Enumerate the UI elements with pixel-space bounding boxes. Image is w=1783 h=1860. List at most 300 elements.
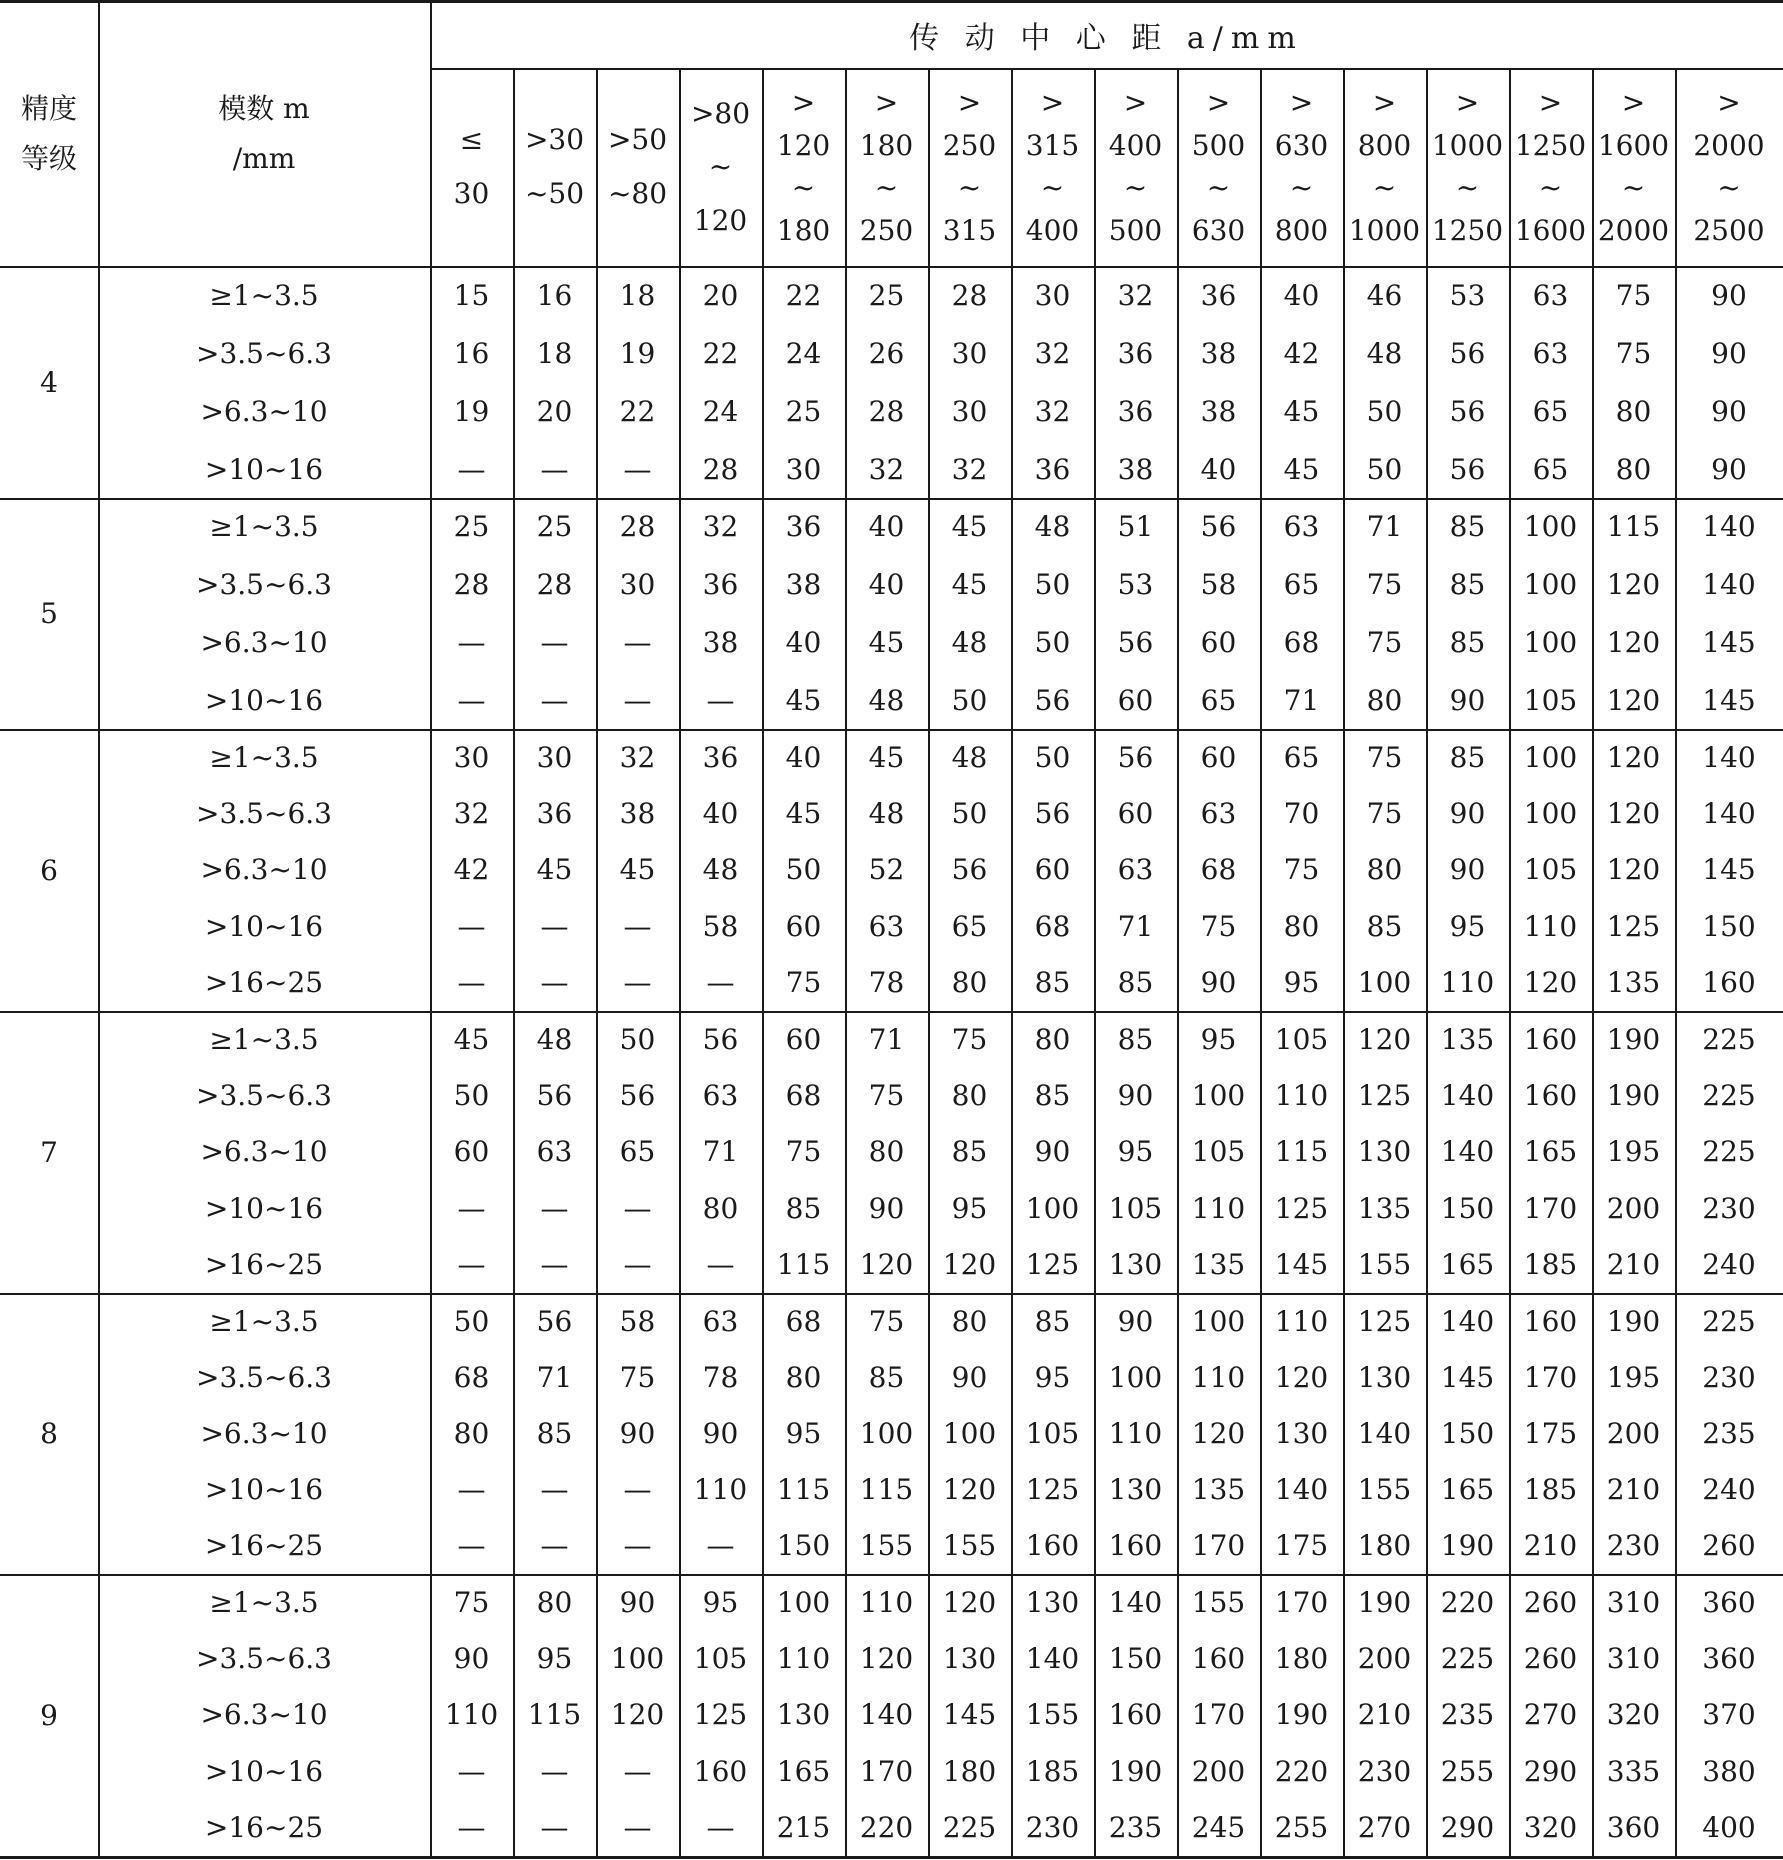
value-list: [1260, 266, 1343, 498]
range-header-part: >30: [524, 123, 585, 156]
tolerance-value: 210: [1357, 1698, 1412, 1732]
value-column: [1094, 729, 1177, 1011]
tolerance-value: 105: [1523, 853, 1578, 887]
range-header-part: 1600: [1514, 214, 1587, 248]
tolerance-value: 45: [868, 625, 905, 659]
value-list: [430, 729, 513, 1011]
tolerance-value: 42: [453, 853, 490, 887]
range-header-part: >: [1455, 85, 1480, 119]
range-header-part: >: [874, 85, 899, 119]
tolerance-value: 56: [536, 1079, 573, 1113]
value-column: [679, 1574, 762, 1856]
value-list: [928, 266, 1011, 498]
module-range: ≥1~3.5: [209, 1304, 319, 1338]
tolerance-value: 68: [1283, 625, 1320, 659]
tolerance-value: 63: [1283, 510, 1320, 544]
tolerance-value: 60: [785, 1022, 822, 1056]
module-range: ≥1~3.5: [209, 1022, 319, 1056]
tolerance-value: 230: [1702, 1191, 1756, 1225]
tolerance-value: —: [457, 683, 486, 717]
value-column: [679, 1011, 762, 1293]
table-column-rule: [1094, 68, 1096, 1858]
value-list: [928, 1574, 1011, 1856]
range-header-part: ~: [1538, 171, 1563, 205]
value-list: [1177, 498, 1260, 729]
tolerance-value: 20: [536, 394, 573, 428]
range-header-part: ≤: [459, 123, 484, 156]
value-column: [596, 498, 679, 729]
tolerance-value: 155: [1357, 1248, 1412, 1282]
tolerance-value: 60: [1117, 683, 1154, 717]
range-header-part: 30: [453, 177, 490, 210]
tolerance-value: 80: [702, 1191, 739, 1225]
tolerance-value: 160: [1523, 1022, 1578, 1056]
tolerance-value: 170: [1274, 1585, 1329, 1619]
tolerance-value: 63: [1532, 336, 1569, 370]
value-list: [1343, 1011, 1426, 1293]
tolerance-value: 75: [1615, 336, 1652, 370]
range-header-part: 1000: [1431, 128, 1504, 162]
tolerance-value: 18: [536, 336, 573, 370]
tolerance-value: 63: [1532, 278, 1569, 312]
tolerance-value: 75: [1200, 909, 1237, 943]
value-list: [1675, 1293, 1783, 1574]
tolerance-value: 110: [859, 1585, 914, 1619]
module-range: >3.5~6.3: [196, 1642, 332, 1676]
tolerance-value: 25: [868, 278, 905, 312]
value-list: [1260, 729, 1343, 1011]
tolerance-value: 135: [1357, 1191, 1412, 1225]
tolerance-value: 130: [1357, 1360, 1412, 1394]
tolerance-value: 140: [1025, 1642, 1080, 1676]
tolerance-value: 45: [951, 568, 988, 602]
value-column: [1592, 1011, 1675, 1293]
tolerance-value: —: [457, 1529, 486, 1563]
tolerance-value: 68: [453, 1360, 490, 1394]
tolerance-value: 60: [1200, 740, 1237, 774]
tolerance-value: 235: [1108, 1811, 1163, 1845]
tolerance-value: 48: [868, 683, 905, 717]
value-list: [1592, 1293, 1675, 1574]
module-list: [98, 1293, 430, 1574]
tolerance-value: 100: [1025, 1191, 1080, 1225]
table-rule: [0, 1293, 1783, 1295]
tolerance-value: —: [457, 1473, 486, 1507]
value-list: [430, 1293, 513, 1574]
value-list: [1260, 1574, 1343, 1856]
table-column-rule: [430, 0, 432, 1858]
tolerance-value: 160: [1523, 1304, 1578, 1338]
range-header-part: >: [791, 85, 816, 119]
tolerance-value: 90: [951, 1360, 988, 1394]
tolerance-value: 130: [1025, 1585, 1080, 1619]
tolerance-value: 190: [1606, 1079, 1661, 1113]
value-column: [1177, 1574, 1260, 1856]
value-list: [1675, 498, 1783, 729]
range-header: [513, 68, 596, 266]
tolerance-value: 90: [1449, 853, 1486, 887]
value-column: [513, 266, 596, 498]
tolerance-value: —: [457, 909, 486, 943]
tolerance-value: 120: [942, 1585, 997, 1619]
tolerance-value: —: [706, 1529, 735, 1563]
tolerance-value: 100: [1191, 1304, 1246, 1338]
tolerance-value: 90: [1117, 1304, 1154, 1338]
value-list: [513, 1293, 596, 1574]
tolerance-value: 115: [776, 1473, 831, 1507]
tolerance-value: 110: [1440, 966, 1495, 1000]
tolerance-value: 90: [1711, 278, 1747, 312]
tolerance-value: —: [457, 1248, 486, 1282]
range-header-part: ~: [1289, 171, 1314, 205]
tolerance-value: 190: [1440, 1529, 1495, 1563]
module-range: >10~16: [204, 1191, 324, 1225]
tolerance-value: 120: [1606, 853, 1661, 887]
table-column-rule: [1509, 68, 1511, 1858]
value-column: [1343, 498, 1426, 729]
tolerance-value: 46: [1366, 278, 1403, 312]
range-header-part: >: [1289, 85, 1314, 119]
tolerance-value: 75: [951, 1022, 988, 1056]
value-list: [1094, 1011, 1177, 1293]
tolerance-value: 110: [776, 1642, 831, 1676]
tolerance-value: 85: [1034, 1079, 1071, 1113]
tolerance-value: 105: [1274, 1022, 1329, 1056]
tolerance-value: 90: [702, 1416, 739, 1450]
value-column: [1011, 498, 1094, 729]
tolerance-value: 22: [785, 278, 822, 312]
tolerance-value: 210: [1606, 1248, 1661, 1282]
tolerance-value: 42: [1283, 336, 1320, 370]
range-header-part: 120: [776, 128, 831, 162]
tolerance-value: 95: [951, 1191, 988, 1225]
tolerance-value: 63: [868, 909, 905, 943]
value-column: [1011, 1293, 1094, 1574]
tolerance-value: 140: [1274, 1473, 1329, 1507]
range-header: [928, 68, 1011, 266]
tolerance-value: 68: [1200, 853, 1237, 887]
tolerance-value: —: [540, 683, 569, 717]
value-list: [1177, 729, 1260, 1011]
range-header-part: 315: [942, 214, 997, 248]
tolerance-value: 68: [1034, 909, 1071, 943]
module-range: >6.3~10: [200, 394, 328, 428]
tolerance-value: 115: [1606, 510, 1661, 544]
value-column: [679, 1293, 762, 1574]
value-column: [1592, 498, 1675, 729]
module-range: >16~25: [204, 1529, 324, 1563]
tolerance-value: 260: [1523, 1585, 1578, 1619]
value-list: [1343, 729, 1426, 1011]
range-header-part: >: [1040, 85, 1065, 119]
tolerance-value: 260: [1523, 1642, 1578, 1676]
tolerance-value: 75: [619, 1360, 656, 1394]
tolerance-value: 105: [693, 1642, 748, 1676]
value-list: [1094, 266, 1177, 498]
tolerance-value: 90: [1034, 1135, 1071, 1169]
value-list: [679, 498, 762, 729]
value-list: [928, 1011, 1011, 1293]
tolerance-value: 85: [1034, 1304, 1071, 1338]
range-header-part: >: [1206, 85, 1231, 119]
tolerance-value: 100: [859, 1416, 914, 1450]
tolerance-value: 65: [1200, 683, 1237, 717]
tolerance-value: —: [706, 1811, 735, 1845]
tolerance-value: 230: [1702, 1360, 1756, 1394]
range-header-part: ~: [1206, 171, 1231, 205]
tolerance-value: 225: [1702, 1135, 1756, 1169]
grade-value: 5: [40, 597, 58, 630]
tolerance-value: 105: [1523, 683, 1578, 717]
tolerance-value: 48: [1366, 336, 1403, 370]
tolerance-value: —: [540, 909, 569, 943]
value-column: [928, 1574, 1011, 1856]
value-column: [679, 266, 762, 498]
tolerance-value: 255: [1274, 1811, 1329, 1845]
grade-cell: [0, 1293, 98, 1574]
tolerance-value: 90: [1117, 1079, 1154, 1113]
tolerance-value: 150: [1440, 1416, 1495, 1450]
range-header-part: ~: [1717, 171, 1741, 205]
module-range: >16~25: [204, 1811, 324, 1845]
tolerance-value: 56: [1449, 394, 1486, 428]
grade-value: 6: [40, 853, 58, 887]
tolerance-value: 110: [693, 1473, 748, 1507]
value-list: [1426, 498, 1509, 729]
module-range: ≥1~3.5: [209, 278, 319, 312]
value-list: [1094, 729, 1177, 1011]
value-column: [513, 1011, 596, 1293]
module-cell: [98, 498, 430, 729]
tolerance-value: —: [540, 966, 569, 1000]
tolerance-value: 24: [702, 394, 739, 428]
tolerance-value: 45: [785, 683, 822, 717]
range-header: [762, 68, 845, 266]
tolerance-value: 120: [1357, 1022, 1412, 1056]
value-column: [1094, 266, 1177, 498]
tolerance-value: 38: [785, 568, 822, 602]
tolerance-value: 90: [619, 1416, 656, 1450]
range-header-part: >: [1538, 85, 1563, 119]
tolerance-value: 45: [785, 797, 822, 831]
tolerance-value: —: [540, 452, 569, 486]
tolerance-value: 48: [868, 797, 905, 831]
tolerance-value: 65: [1532, 394, 1569, 428]
tolerance-value: 36: [785, 510, 822, 544]
range-header-part: >: [1372, 85, 1397, 119]
value-list: [679, 1011, 762, 1293]
tolerance-value: 56: [1117, 740, 1154, 774]
tolerance-value: 90: [1711, 452, 1747, 486]
tolerance-value: 125: [1025, 1473, 1080, 1507]
tolerance-value: 230: [1606, 1529, 1661, 1563]
tolerance-value: 360: [1702, 1585, 1756, 1619]
tolerance-value: 100: [1523, 568, 1578, 602]
tolerance-value: 120: [1606, 625, 1661, 659]
value-column: [1592, 729, 1675, 1011]
value-list: [679, 1293, 762, 1574]
tolerance-value: 85: [536, 1416, 573, 1450]
value-list: [430, 266, 513, 498]
value-column: [1509, 1293, 1592, 1574]
tolerance-value: 85: [1449, 568, 1486, 602]
tolerance-value: 155: [859, 1529, 914, 1563]
tolerance-value: 220: [859, 1811, 914, 1845]
tolerance-value: 90: [868, 1191, 905, 1225]
tolerance-value: 36: [702, 568, 739, 602]
range-header-part: 630: [1274, 128, 1329, 162]
grade-header: [0, 2, 98, 266]
tolerance-value: 75: [1283, 853, 1320, 887]
tolerance-value: 335: [1606, 1754, 1661, 1788]
tolerance-value: 32: [453, 797, 490, 831]
tolerance-value: 75: [868, 1304, 905, 1338]
value-list: [845, 266, 928, 498]
tolerance-value: 45: [1283, 394, 1320, 428]
tolerance-value: 155: [942, 1529, 997, 1563]
tolerance-value: 165: [1440, 1248, 1495, 1282]
tolerance-value: —: [623, 1473, 652, 1507]
value-list: [596, 1293, 679, 1574]
tolerance-value: 95: [785, 1416, 822, 1450]
tolerance-value: 50: [1034, 625, 1071, 659]
tolerance-value: 120: [1606, 797, 1661, 831]
tolerance-value: 140: [1702, 740, 1756, 774]
value-list: [1260, 498, 1343, 729]
tolerance-value: 70: [1283, 797, 1320, 831]
tolerance-value: 160: [1702, 966, 1756, 1000]
value-list: [1509, 266, 1592, 498]
tolerance-value: 360: [1606, 1811, 1661, 1845]
tolerance-value: 230: [1357, 1754, 1412, 1788]
tolerance-value: 120: [1274, 1360, 1329, 1394]
tolerance-value: 140: [1702, 797, 1756, 831]
tolerance-value: 28: [868, 394, 905, 428]
value-list: [1343, 266, 1426, 498]
tolerance-value: 130: [942, 1642, 997, 1676]
tolerance-value: —: [457, 1754, 486, 1788]
range-header-part: 2000: [1693, 128, 1765, 162]
tolerance-value: 53: [1449, 278, 1486, 312]
tolerance-value: 25: [785, 394, 822, 428]
value-column: [596, 266, 679, 498]
range-header-part: 500: [1191, 128, 1246, 162]
range-header-part: 315: [1025, 128, 1080, 162]
table-column-rule: [1592, 68, 1594, 1858]
tolerance-value: 50: [1366, 452, 1403, 486]
tolerance-value: 95: [1449, 909, 1486, 943]
tolerance-value: 105: [1108, 1191, 1163, 1225]
value-list: [1343, 1574, 1426, 1856]
tolerance-value: 215: [776, 1811, 831, 1845]
range-header-part: ~: [1621, 171, 1646, 205]
tolerance-value: —: [540, 625, 569, 659]
tolerance-value: 100: [1108, 1360, 1163, 1394]
value-column: [1260, 266, 1343, 498]
value-column: [1011, 729, 1094, 1011]
tolerance-value: 125: [1357, 1304, 1412, 1338]
tolerance-value: 170: [1191, 1698, 1246, 1732]
value-column: [430, 1293, 513, 1574]
value-list: [430, 1011, 513, 1293]
value-column: [1260, 498, 1343, 729]
range-header-part: 1600: [1597, 128, 1670, 162]
value-list: [1592, 1011, 1675, 1293]
tolerance-value: 36: [702, 740, 739, 774]
tolerance-value: 90: [453, 1642, 490, 1676]
module-list: [98, 266, 430, 498]
tolerance-value: 85: [1034, 966, 1071, 1000]
module-range: >6.3~10: [200, 1135, 328, 1169]
tolerance-value: 56: [951, 853, 988, 887]
module-range: >10~16: [204, 452, 324, 486]
tolerance-value: 170: [859, 1754, 914, 1788]
tolerance-value: 85: [1366, 909, 1403, 943]
tolerance-value: 20: [702, 278, 739, 312]
range-header-part: 400: [1108, 128, 1163, 162]
range-header-part: >50: [607, 123, 668, 156]
grade-value: 4: [40, 365, 58, 399]
tolerance-value: 130: [776, 1698, 831, 1732]
module-range: >3.5~6.3: [196, 336, 332, 370]
tolerance-value: —: [540, 1248, 569, 1282]
tolerance-value: 170: [1191, 1529, 1246, 1563]
tolerance-value: —: [457, 1191, 486, 1225]
tolerance-value: 38: [1200, 394, 1237, 428]
tolerance-value: 160: [693, 1754, 748, 1788]
tolerance-value: 195: [1606, 1360, 1661, 1394]
tolerance-value: 15: [453, 278, 490, 312]
tolerance-value: 135: [1606, 966, 1661, 1000]
value-column: [596, 1011, 679, 1293]
tolerance-value: 135: [1440, 1022, 1495, 1056]
tolerance-value: 85: [785, 1191, 822, 1225]
tolerance-value: —: [457, 625, 486, 659]
tolerance-value: —: [706, 1248, 735, 1282]
tolerance-value: 80: [951, 1079, 988, 1113]
value-list: [596, 729, 679, 1011]
tolerance-value: 36: [1034, 452, 1071, 486]
value-list: [596, 498, 679, 729]
value-list: [1675, 1011, 1783, 1293]
tolerance-value: 60: [453, 1135, 490, 1169]
tolerance-value: 245: [1191, 1811, 1246, 1845]
tolerance-value: 370: [1702, 1698, 1756, 1732]
value-list: [1011, 498, 1094, 729]
tolerance-value: 80: [536, 1585, 573, 1619]
grade-cell: [0, 498, 98, 729]
value-list: [1426, 266, 1509, 498]
range-header-part: >: [1123, 85, 1148, 119]
value-column: [513, 498, 596, 729]
table-rule: [0, 729, 1783, 731]
tolerance-value: 45: [619, 853, 656, 887]
value-list: [1343, 1293, 1426, 1574]
value-column: [1011, 1011, 1094, 1293]
tolerance-value: 105: [1191, 1135, 1246, 1169]
value-list: [1675, 266, 1783, 498]
tolerance-value: 95: [702, 1585, 739, 1619]
tolerance-value: 185: [1523, 1248, 1578, 1282]
value-column: [1675, 729, 1783, 1011]
value-column: [928, 729, 1011, 1011]
tolerance-value: 240: [1702, 1248, 1756, 1282]
value-column: [1177, 1293, 1260, 1574]
tolerance-value: 56: [619, 1079, 656, 1113]
tolerance-value: 48: [951, 625, 988, 659]
value-column: [762, 1293, 845, 1574]
tolerance-value: 165: [1440, 1473, 1495, 1507]
